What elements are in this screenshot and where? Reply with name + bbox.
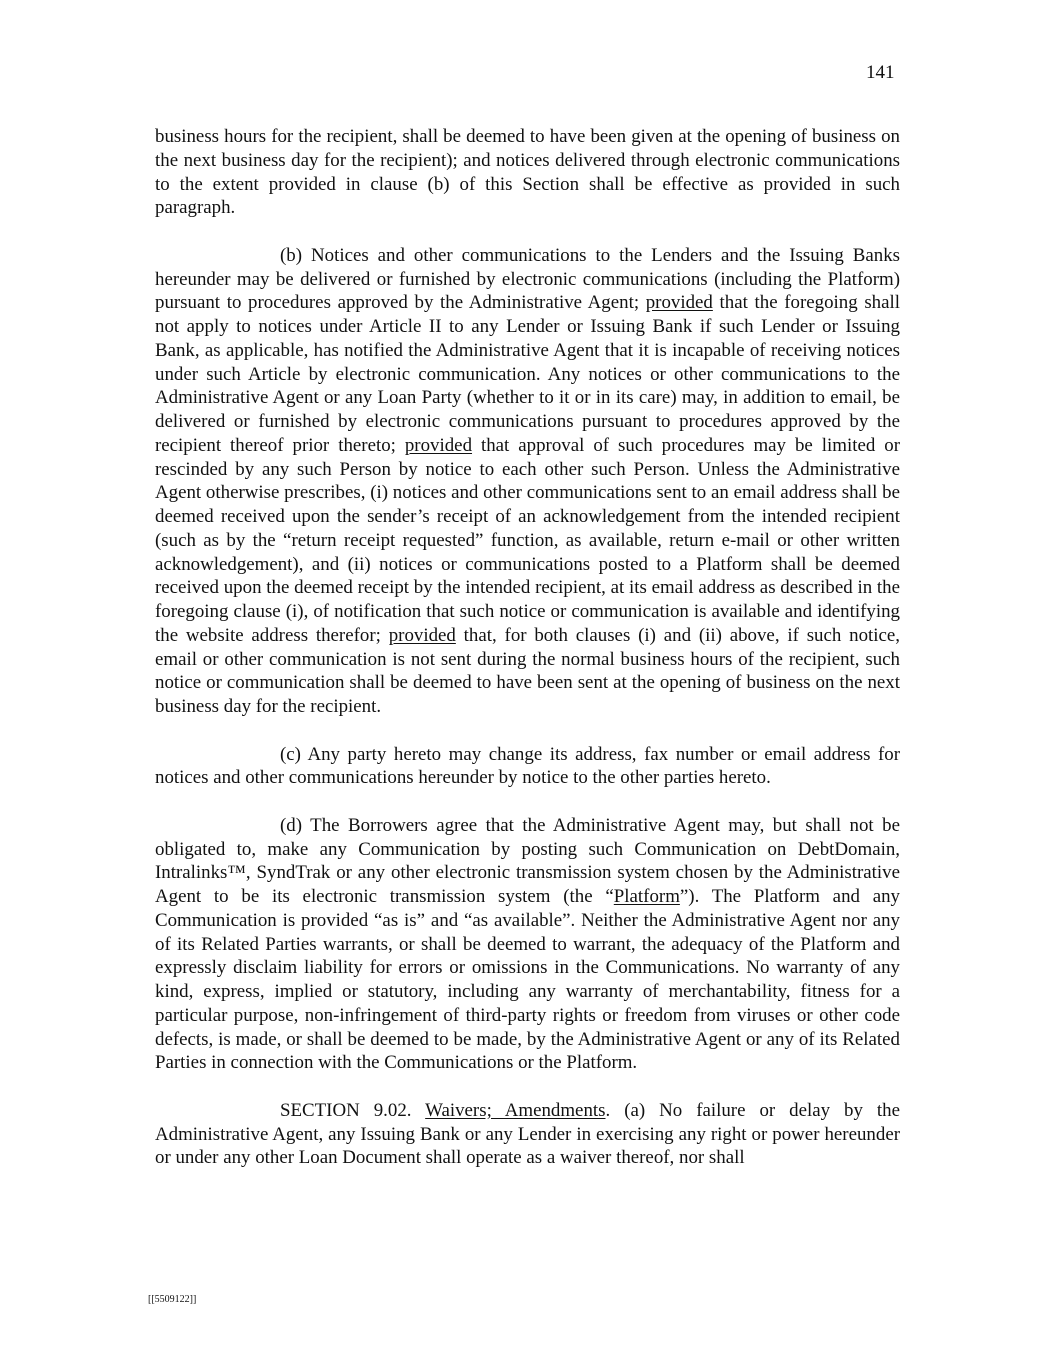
paragraph-text: that the foregoing shall not apply to notices under Article II to any Lender or Issuing Bank if such Lender or Issuing Bank, as applicable, has notified the Administrative Agent that it is incapable of receiving notices under such Article by electronic communication. Any notices or other communications to the Administrative Agent or any Loan Party (whether to it or in its care) may, in addition to email, be delivered or furnished by electronic communications pursuant to procedures approved by the recipient thereof prior thereto; bbox=[155, 292, 900, 456]
paragraph-text: (d) The Borrowers agree that the Administrative Agent may, but shall not be obligated to, make any Communication by posting such Communication on DebtDomain, Intralinks™, SyndTrak or any other electronic transmission system chosen by the Administrative Agent to be its electronic transmission system (the “ bbox=[155, 814, 900, 907]
paragraph bbox=[155, 244, 900, 719]
underlined-term: provided bbox=[388, 624, 456, 646]
paragraph-text: SECTION 9.02. bbox=[280, 1099, 426, 1121]
underlined-term: provided bbox=[404, 434, 473, 456]
paragraph-text: (b) Notices and other communications to the Lenders and the Issuing Banks hereunder may be delivered or furnished by electronic communications (including the Platform) pursuant to procedures approved by the Administrative Agent; bbox=[155, 244, 900, 314]
underlined-term: provided bbox=[645, 292, 713, 314]
paragraph bbox=[155, 1099, 900, 1170]
paragraph-text: that, for both clauses (i) and (ii) above, if such notice, email or other communication is not sent during the normal business hours of the recipient, such notice or communication shall be deemed to have been sent at the opening of business on the next business day for the recipient. bbox=[155, 624, 901, 717]
underlined-term: Waivers; Amendments bbox=[425, 1099, 606, 1121]
paragraph-text: (c) Any party hereto may change its address, fax number or email address for notices and other communications hereunder by notice to the other parties hereto. bbox=[155, 743, 900, 789]
paragraph-text: that approval of such procedures may be limited or rescinded by any such Person by notice to each other such Person. Unless the Administrative Agent otherwise prescribes, (i) notices and other communications sent to an email address shall be deemed received upon the sender’s receipt of an acknowledgement from the intended recipient (such as by the “return receipt requested” function, as available, return e-mail or other written acknowledgement), and (ii) notices or communications posted to a Platform shall be deemed received upon the deemed receipt by the intended recipient, at its email address as described in the foregoing clause (i), of notification that such notice or communication is available and identifying the website address therefor; bbox=[155, 434, 900, 646]
paragraph-text: business hours for the recipient, shall be deemed to have been given at the opening of business on the next business day for the recipient); and notices delivered through electronic communications to the extent provided in clause (b) of this Section shall be effective as provided in such paragraph. bbox=[155, 126, 900, 219]
underlined-term: Platform bbox=[613, 886, 680, 907]
paragraph-text: ”). The Platform and any Communication is provided “as is” and “as available”. Neither the Administrative Agent nor any of its Related Parties warrants, or shall be deemed to warrant, the adequacy of the Platform and expressly disclaim liability for errors or omissions in the Communications. No warranty of any kind, express, implied or statutory, including any warranty of merchantability, fitness for a particular purpose, non-infringement of third-party rights or freedom from viruses or other code defects, is made, or shall be deemed to be made, by the Administrative Agent or any of its Related Parties in connection with the Communications or the Platform. bbox=[155, 886, 900, 1074]
paragraph bbox=[155, 125, 900, 220]
paragraph-text: . (a) No failure or delay by the Administrative Agent, any Issuing Bank or any Lender in exercising any right or power hereunder or under any other Loan Document shall operate as a waiver thereof, nor shall bbox=[155, 1099, 900, 1169]
document-footer-id: [[5509122]] bbox=[148, 1294, 197, 1305]
document-body bbox=[155, 125, 900, 1194]
paragraph bbox=[155, 743, 900, 791]
page-number: 141 bbox=[866, 62, 895, 83]
paragraph bbox=[155, 814, 900, 1075]
